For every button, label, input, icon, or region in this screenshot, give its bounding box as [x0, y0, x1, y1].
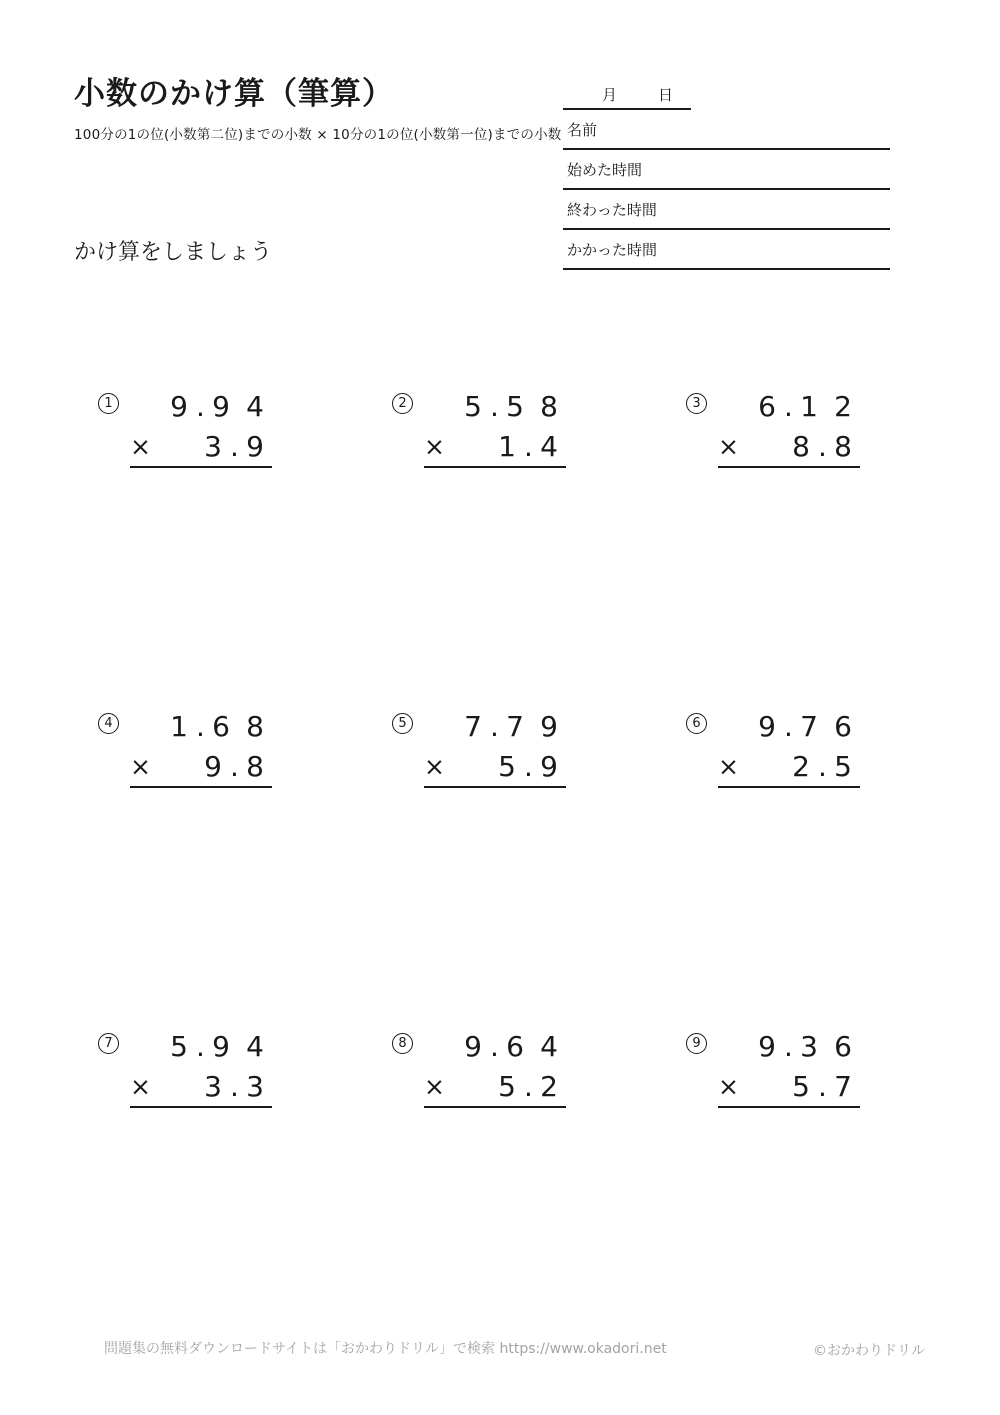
operand-digit: 7: [506, 710, 524, 743]
multiplication-layout: [130, 390, 272, 468]
multiplication-layout: [424, 710, 566, 788]
end-time-field: [563, 190, 890, 230]
multiplier: [196, 750, 272, 783]
multiply-icon: ×: [130, 432, 151, 461]
problem-number-circle: 4: [98, 713, 119, 734]
operand-digit: 4: [246, 1030, 264, 1063]
operand-digit: 8: [540, 390, 558, 423]
operand-digit: 9: [204, 750, 222, 783]
elapsed-time-label: かかった時間: [567, 240, 658, 259]
operand-digit: 5: [498, 1070, 516, 1103]
decimal-point: .: [524, 750, 533, 783]
operand-digit: 3: [204, 1070, 222, 1103]
multiplicand: [718, 710, 860, 743]
problem-3: [686, 390, 860, 713]
decimal-point: .: [490, 390, 499, 423]
multiplication-layout: [130, 1030, 272, 1108]
operand-digit: 8: [246, 750, 264, 783]
page-title: 小数のかけ算（筆算）: [74, 76, 394, 112]
operand-digit: 1: [170, 710, 188, 743]
problem-1: [98, 390, 272, 713]
multiplier-row: [718, 1070, 860, 1103]
decimal-point: .: [818, 750, 827, 783]
multiplier: [784, 750, 860, 783]
multiplier: [196, 430, 272, 463]
decimal-point: .: [230, 750, 239, 783]
operand-digit: 4: [246, 390, 264, 423]
multiplication-layout: [718, 710, 860, 788]
decimal-point: .: [196, 710, 205, 743]
operand-digit: 6: [834, 710, 852, 743]
problem-7: [98, 1030, 272, 1353]
decimal-point: .: [524, 1070, 533, 1103]
day-label: 日: [658, 86, 674, 104]
header-form: [563, 78, 890, 270]
name-field: [563, 110, 890, 150]
operand-digit: 9: [246, 430, 264, 463]
decimal-point: .: [230, 430, 239, 463]
problem-number-circle: 9: [686, 1033, 707, 1054]
multiplier: [490, 750, 566, 783]
operand-digit: 2: [540, 1070, 558, 1103]
month-label: 月: [602, 86, 618, 104]
operand-digit: 2: [834, 390, 852, 423]
multiplicand: [424, 1030, 566, 1063]
operand-digit: 6: [212, 710, 230, 743]
page-subtitle: 100分の1の位(小数第二位)までの小数 × 10分の1の位(小数第一位)までの小数: [74, 127, 562, 143]
multiply-icon: ×: [718, 1072, 739, 1101]
decimal-point: .: [490, 1030, 499, 1063]
problem-number-circle: 7: [98, 1033, 119, 1054]
operand-digit: 5: [464, 390, 482, 423]
multiplier-row: [130, 430, 272, 463]
problem-2: [392, 390, 566, 713]
multiplicand: [424, 390, 566, 423]
footer-site-text: 問題集の無料ダウンロードサイトは「おかわりドリル」で検索 https://www.okadori.net: [104, 1341, 667, 1357]
multiplicand: [130, 390, 272, 423]
multiplication-layout: [130, 710, 272, 788]
operand-digit: 9: [758, 1030, 776, 1063]
multiply-icon: ×: [130, 1072, 151, 1101]
multiplier-row: [424, 430, 566, 463]
multiplier-row: [424, 1070, 566, 1103]
operand-digit: 5: [170, 1030, 188, 1063]
decimal-point: .: [490, 710, 499, 743]
operand-digit: 4: [540, 1030, 558, 1063]
operand-digit: 5: [792, 1070, 810, 1103]
operand-digit: 6: [758, 390, 776, 423]
problem-number-circle: 1: [98, 393, 119, 414]
operand-digit: 5: [506, 390, 524, 423]
operand-digit: 6: [506, 1030, 524, 1063]
name-label: 名前: [567, 120, 598, 139]
multiplier-row: [718, 430, 860, 463]
multiplier-row: [718, 750, 860, 783]
operand-digit: 5: [834, 750, 852, 783]
problem-6: [686, 710, 860, 1033]
operand-digit: 8: [792, 430, 810, 463]
operand-digit: 7: [464, 710, 482, 743]
multiplication-layout: [424, 1030, 566, 1108]
multiplication-layout: [718, 1030, 860, 1108]
operand-digit: 8: [246, 710, 264, 743]
end-time-label: 終わった時間: [567, 200, 657, 219]
start-time-field: [563, 150, 890, 190]
multiplier: [784, 430, 860, 463]
multiplicand: [130, 710, 272, 743]
multiplier: [784, 1070, 860, 1103]
decimal-point: .: [784, 1030, 793, 1063]
decimal-point: .: [818, 430, 827, 463]
problem-number-circle: 8: [392, 1033, 413, 1054]
decimal-point: .: [196, 1030, 205, 1063]
problem-number-circle: 6: [686, 713, 707, 734]
multiplicand: [424, 710, 566, 743]
operand-digit: 8: [834, 430, 852, 463]
operand-digit: 2: [792, 750, 810, 783]
decimal-point: .: [784, 390, 793, 423]
multiplication-layout: [424, 390, 566, 468]
operand-digit: 9: [170, 390, 188, 423]
footer-copyright: ©おかわりドリル: [813, 1343, 925, 1359]
operand-digit: 3: [204, 430, 222, 463]
multiplier-row: [130, 750, 272, 783]
operand-digit: 9: [758, 710, 776, 743]
problem-8: [392, 1030, 566, 1353]
operand-digit: 3: [800, 1030, 818, 1063]
multiply-icon: ×: [718, 432, 739, 461]
decimal-point: .: [196, 390, 205, 423]
multiplicand: [130, 1030, 272, 1063]
operand-digit: 9: [212, 390, 230, 423]
decimal-point: .: [524, 430, 533, 463]
operand-digit: 7: [800, 710, 818, 743]
start-time-label: 始めた時間: [567, 160, 643, 179]
operand-digit: 9: [540, 710, 558, 743]
elapsed-time-field: [563, 230, 890, 270]
multiply-icon: ×: [130, 752, 151, 781]
multiplication-layout: [718, 390, 860, 468]
operand-digit: 3: [246, 1070, 264, 1103]
multiply-icon: ×: [718, 752, 739, 781]
multiplier: [490, 430, 566, 463]
decimal-point: .: [818, 1070, 827, 1103]
operand-digit: 1: [498, 430, 516, 463]
operand-digit: 4: [540, 430, 558, 463]
operand-digit: 6: [834, 1030, 852, 1063]
problem-9: [686, 1030, 860, 1353]
problem-5: [392, 710, 566, 1033]
decimal-point: .: [784, 710, 793, 743]
multiplier-row: [130, 1070, 272, 1103]
multiply-icon: ×: [424, 752, 445, 781]
multiply-icon: ×: [424, 432, 445, 461]
operand-digit: 9: [464, 1030, 482, 1063]
multiplier: [490, 1070, 566, 1103]
problem-number-circle: 5: [392, 713, 413, 734]
operand-digit: 9: [540, 750, 558, 783]
operand-digit: 1: [800, 390, 818, 423]
instruction-text: かけ算をしましょう: [74, 240, 273, 265]
multiplier: [196, 1070, 272, 1103]
operand-digit: 5: [498, 750, 516, 783]
problem-number-circle: 2: [392, 393, 413, 414]
date-field: [563, 78, 691, 110]
operand-digit: 9: [212, 1030, 230, 1063]
problems-grid: [98, 390, 980, 1353]
multiplicand: [718, 1030, 860, 1063]
multiplicand: [718, 390, 860, 423]
problem-number-circle: 3: [686, 393, 707, 414]
operand-digit: 7: [834, 1070, 852, 1103]
problem-4: [98, 710, 272, 1033]
multiplier-row: [424, 750, 566, 783]
decimal-point: .: [230, 1070, 239, 1103]
multiply-icon: ×: [424, 1072, 445, 1101]
